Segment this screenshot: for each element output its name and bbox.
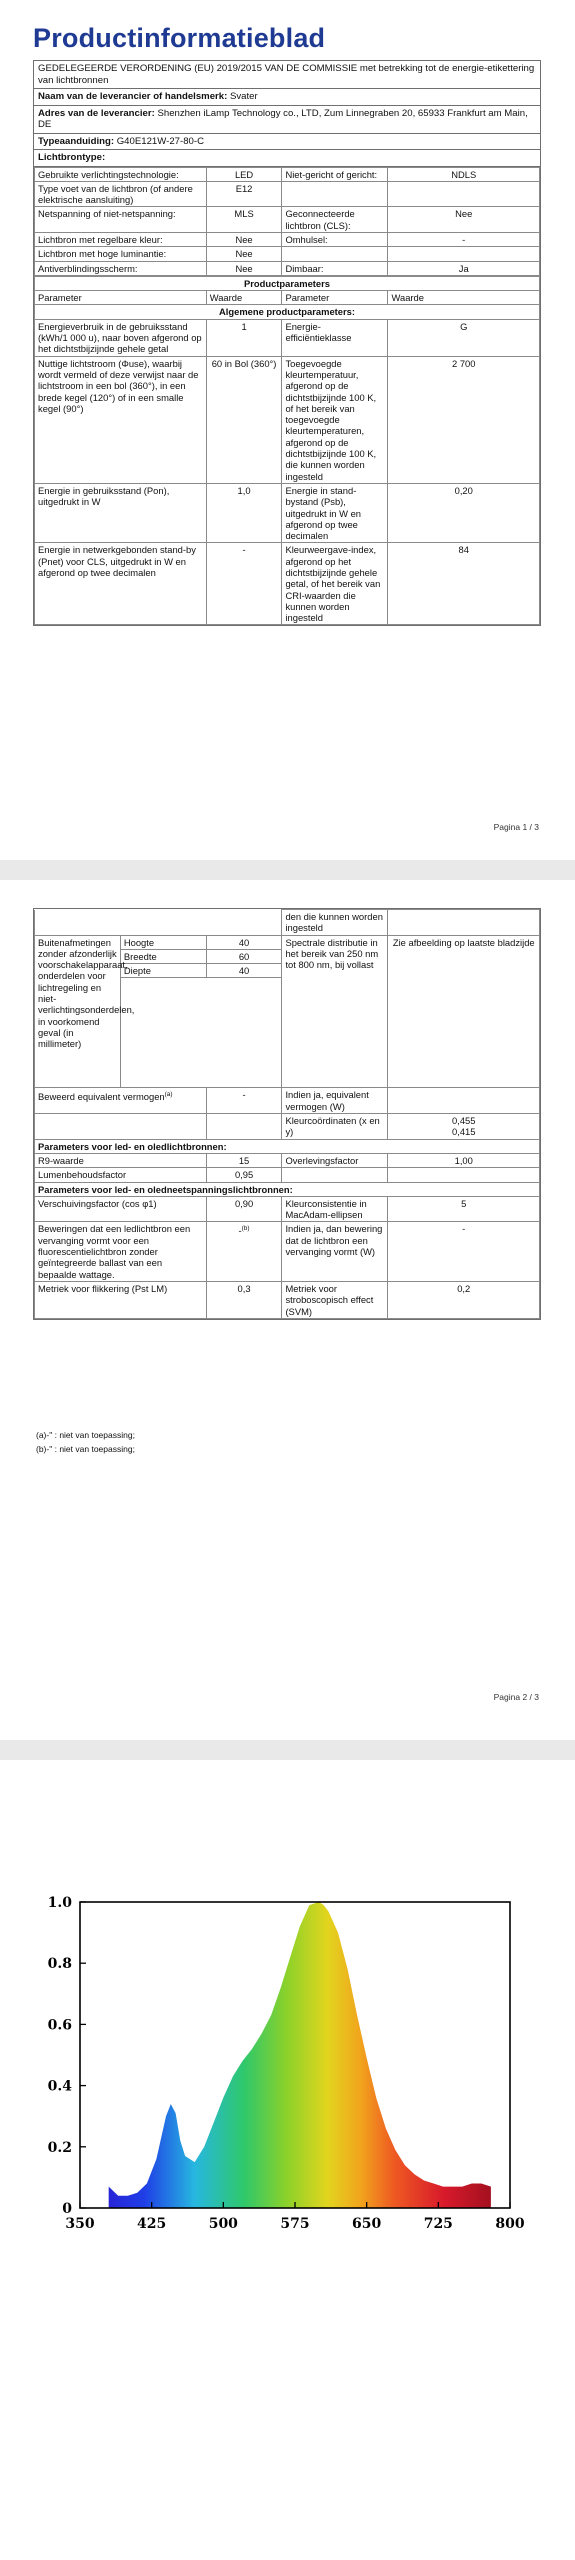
model-value: G40E121W-27-80-C xyxy=(116,135,204,147)
header-block xyxy=(33,60,541,626)
general-param-2: Energie in stand-bystand (Psb), uitgedrukt in W en afgerond op twee decimalen xyxy=(282,483,388,542)
type-value-2: Nee xyxy=(388,207,540,233)
claimed-power-label xyxy=(35,1088,207,1114)
type-row xyxy=(35,247,540,261)
x-tick-label: 575 xyxy=(280,2216,310,2232)
plot-area xyxy=(48,1895,525,2232)
section-row xyxy=(35,276,540,290)
displacement-value: 0,90 xyxy=(206,1196,282,1222)
col-header-value: Waarde xyxy=(206,291,282,305)
dim-value: 40 xyxy=(206,964,282,978)
table-row xyxy=(35,1088,540,1114)
general-param: Energie in netwerkgebonden stand-by (Pnet) voor CLS, uitgedrukt in W en afgerond op twee decimalen xyxy=(35,543,207,625)
equiv-power-value xyxy=(388,1088,540,1114)
svm-value: 0,2 xyxy=(388,1281,540,1318)
lumen-label: Lumenbehoudsfactor xyxy=(35,1168,207,1182)
general-param: Nuttige lichtstroom (Φuse), waarbij wordt vermeld of deze verwijst naar de lichtstroom in een bol (360°), in een brede kegel (120°) of in een smalle kegel (90°) xyxy=(35,356,207,483)
type-value-2: Ja xyxy=(388,261,540,275)
type-param: Antiverblindingsscherm: xyxy=(35,261,207,275)
type-value-2: - xyxy=(388,232,540,246)
type-row xyxy=(35,232,540,246)
chroma-x: 0,455 xyxy=(452,1115,476,1127)
type-value-2 xyxy=(388,181,540,207)
replace-label: Indien ja, dan bewering dat de lichtbron een vervanging vormt (W) xyxy=(282,1222,388,1281)
type-value: Nee xyxy=(206,232,282,246)
section-row xyxy=(35,1139,540,1153)
params-table-wrap xyxy=(34,276,540,626)
empty-cell xyxy=(388,910,540,936)
model-row xyxy=(34,134,540,151)
section-general-params: Algemene productparameters: xyxy=(35,305,540,319)
table-row xyxy=(35,1153,540,1167)
type-value-2: NDLS xyxy=(388,167,540,181)
dim-name: Diepte xyxy=(120,964,206,978)
general-param-row xyxy=(35,543,540,625)
footnote-a: (a)-" : niet van toepassing; xyxy=(36,1430,135,1440)
claims-value-text: - xyxy=(238,1225,242,1237)
footnotes xyxy=(36,1428,135,1456)
macadam-value: 5 xyxy=(388,1196,540,1222)
flicker-value: 0,3 xyxy=(206,1281,282,1318)
type-row xyxy=(35,181,540,207)
address-row xyxy=(34,106,540,134)
general-value: 1 xyxy=(206,319,282,356)
model-label: Typeaanduiding: xyxy=(38,135,115,147)
general-value-2: G xyxy=(388,319,540,356)
address-label: Adres van de leverancier: xyxy=(38,107,155,119)
spectral-label: Spectrale distributie in het bereik van 250 nm tot 800 nm, bij vollast xyxy=(282,935,388,1088)
section-row xyxy=(35,305,540,319)
macadam-label: Kleurconsistentie in MacAdam-ellipsen xyxy=(282,1196,388,1222)
spectral-value: Zie afbeelding op laatste bladzijde xyxy=(388,935,540,1088)
r9-label: R9-waarde xyxy=(35,1153,207,1167)
empty-cell xyxy=(35,1114,207,1140)
general-value: 60 in Bol (360°) xyxy=(206,356,282,483)
type-param-2: Geconnecteerde lichtbron (CLS): xyxy=(282,207,388,233)
claimed-power-value: - xyxy=(206,1088,282,1114)
flicker-label: Metriek voor flikkering (Pst LM) xyxy=(35,1281,207,1318)
y-tick-label: 0.6 xyxy=(47,2017,72,2034)
claims-value xyxy=(206,1222,282,1281)
type-value: Nee xyxy=(206,247,282,261)
general-value-2: 0,20 xyxy=(388,483,540,542)
supplier-label: Naam van de leverancier of handelsmerk: xyxy=(38,91,228,102)
general-param: Energieverbruik in de gebruiksstand (kWh/1 000 u), naar boven afgerond op het dichtstbijzijnde gehele getal xyxy=(35,319,207,356)
x-tick-label: 650 xyxy=(352,2216,382,2232)
type-param-2 xyxy=(282,181,388,207)
general-param: Energie in gebruiksstand (Pon), uitgedrukt in W xyxy=(35,483,207,542)
displacement-label: Verschuivingsfactor (cos φ1) xyxy=(35,1196,207,1222)
svm-label: Metriek voor stroboscopisch effect (SVM) xyxy=(282,1281,388,1318)
general-param-row xyxy=(35,483,540,542)
x-tick-label: 725 xyxy=(423,2216,453,2232)
type-param-2: Omhulsel: xyxy=(282,232,388,246)
spectrum-chart xyxy=(40,1890,540,2290)
supplier-row xyxy=(34,89,540,106)
section-led-params: Parameters voor led- en oledlichtbronnen: xyxy=(35,1139,540,1153)
regulation-text: GEDELEGEERDE VERORDENING (EU) 2019/2015 VAN DE COMMISSIE met betrekking tot de energie-etikettering van lichtbronnen xyxy=(34,61,540,89)
y-tick-label: 0.2 xyxy=(47,2139,72,2156)
table-row xyxy=(35,1281,540,1318)
lumen-value: 0,95 xyxy=(206,1168,282,1182)
lightsource-type-heading: Lichtbrontype: xyxy=(34,150,540,167)
type-param: Type voet van de lichtbron (of andere elektrische aansluiting) xyxy=(35,181,207,207)
spectrum-svg xyxy=(40,1890,540,2290)
type-param-2: Niet-gericht of gericht: xyxy=(282,167,388,181)
table-row xyxy=(35,1168,540,1182)
replace-value: - xyxy=(388,1222,540,1281)
page-title: Productinformatieblad xyxy=(33,23,326,53)
dim-value: 40 xyxy=(206,935,282,949)
chroma-label: Kleurcoördinaten (x en y) xyxy=(282,1114,388,1140)
page-2 xyxy=(0,880,575,1740)
empty-cell xyxy=(282,1168,388,1182)
spectrum-area xyxy=(109,1902,491,2208)
empty-cell xyxy=(206,1114,282,1140)
section-led-mains-params: Parameters voor led- en oledneetspanningslichtbronnen: xyxy=(35,1182,540,1196)
general-param-row xyxy=(35,319,540,356)
x-tick-label: 425 xyxy=(137,2216,167,2232)
y-tick-label: 0.4 xyxy=(47,2078,72,2095)
address-value: Shenzhen iLamp Technology co., LTD, Zum Linnegraben 20, 65933 Frankfurt am Main, DE xyxy=(38,107,528,130)
params-table xyxy=(34,276,540,626)
supplier-value: Svater xyxy=(229,91,258,102)
type-param-2: Dimbaar: xyxy=(282,261,388,275)
type-param: Lichtbron met regelbare kleur: xyxy=(35,232,207,246)
page2-table-frame xyxy=(33,908,541,1320)
type-value: LED xyxy=(206,167,282,181)
col-header-param: Parameter xyxy=(35,291,207,305)
chroma-y: 0,415 xyxy=(452,1126,476,1138)
page2-table xyxy=(34,909,540,1319)
y-tick-label: 0.8 xyxy=(47,1956,72,1973)
general-param-2: Energie-efficiëntieklasse xyxy=(282,319,388,356)
section-product-params: Productparameters xyxy=(35,276,540,290)
general-params-body xyxy=(35,319,540,625)
footnote-b: (b)-" : niet van toepassing; xyxy=(36,1444,135,1454)
type-value-2 xyxy=(388,247,540,261)
type-param-2 xyxy=(282,247,388,261)
x-tick-label: 500 xyxy=(208,2216,238,2232)
empty-cell xyxy=(35,910,282,936)
type-param: Netspanning of niet-netspanning: xyxy=(35,207,207,233)
survival-value: 1,00 xyxy=(388,1153,540,1167)
type-row xyxy=(35,261,540,275)
empty-cell xyxy=(120,978,282,1088)
table-row xyxy=(35,935,540,949)
chroma-values xyxy=(388,1114,540,1140)
type-table-wrap xyxy=(34,167,540,276)
type-param: Lichtbron met hoge luminantie: xyxy=(35,247,207,261)
dim-name: Breedte xyxy=(120,949,206,963)
empty-cell xyxy=(388,1168,540,1182)
page-number: Pagina 1 / 3 xyxy=(493,822,539,832)
type-param: Gebruikte verlichtingstechnologie: xyxy=(35,167,207,181)
x-tick-label: 350 xyxy=(65,2216,95,2232)
type-value: Nee xyxy=(206,261,282,275)
column-header-row xyxy=(35,291,540,305)
col-header-param-2: Parameter xyxy=(282,291,388,305)
x-tick-label: 800 xyxy=(495,2216,525,2232)
y-tick-label: 0 xyxy=(62,2201,72,2217)
type-value: MLS xyxy=(206,207,282,233)
general-value: - xyxy=(206,543,282,625)
general-value-2: 84 xyxy=(388,543,540,625)
continued-text: den die kunnen worden ingesteld xyxy=(282,910,388,936)
general-param-row xyxy=(35,356,540,483)
type-row xyxy=(35,167,540,181)
general-value-2: 2 700 xyxy=(388,356,540,483)
page-number: Pagina 2 / 3 xyxy=(493,1692,539,1702)
footnote-ref: (a) xyxy=(164,1091,173,1099)
type-table xyxy=(34,167,540,276)
table-row xyxy=(35,910,540,936)
r9-value: 15 xyxy=(206,1153,282,1167)
dim-name: Hoogte xyxy=(120,935,206,949)
general-value: 1,0 xyxy=(206,483,282,542)
footnote-ref: (b) xyxy=(241,1225,250,1233)
params-table-body xyxy=(35,276,540,319)
dim-value: 60 xyxy=(206,949,282,963)
page-1 xyxy=(0,0,575,860)
dims-label: Buitenafmetingen zonder afzonderlijk voorschakelapparaat, onderdelen voor lichtregeling en niet-verlichtingsonderdelen, in voorkomend geval (in millimeter) xyxy=(35,935,121,1088)
general-param-2: Kleurweergave-index, afgerond op het dichtstbijzijnde gehele getal, of het bereik van CRI-waarden die kunnen worden ingesteld xyxy=(282,543,388,625)
general-param-2: Toegevoegde kleurtemperatuur, afgerond op de dichtstbijzijnde 100 K, of het bereik van toegevoegde kleurtemperaturen, afgerond op de dichtstbijzijnde 100 K, die kunnen worden ingesteld xyxy=(282,356,388,483)
table-row xyxy=(35,1222,540,1281)
y-tick-label: 1.0 xyxy=(47,1895,72,1911)
survival-label: Overlevingsfactor xyxy=(282,1153,388,1167)
table-row xyxy=(35,1196,540,1222)
type-row xyxy=(35,207,540,233)
section-row xyxy=(35,1182,540,1196)
claimed-power-text: Beweerd equivalent vermogen xyxy=(38,1091,165,1103)
table-row xyxy=(35,1114,540,1140)
claims-label: Beweringen dat een ledlichtbron een vervanging vormt voor een fluorescentielichtbron zonder geïntegreerde ballast van een bepaalde wattage. xyxy=(35,1222,207,1281)
col-header-value-2: Waarde xyxy=(388,291,540,305)
type-value: E12 xyxy=(206,181,282,207)
equiv-power-label: Indien ja, equivalent vermogen (W) xyxy=(282,1088,388,1114)
type-table-body xyxy=(35,167,540,275)
